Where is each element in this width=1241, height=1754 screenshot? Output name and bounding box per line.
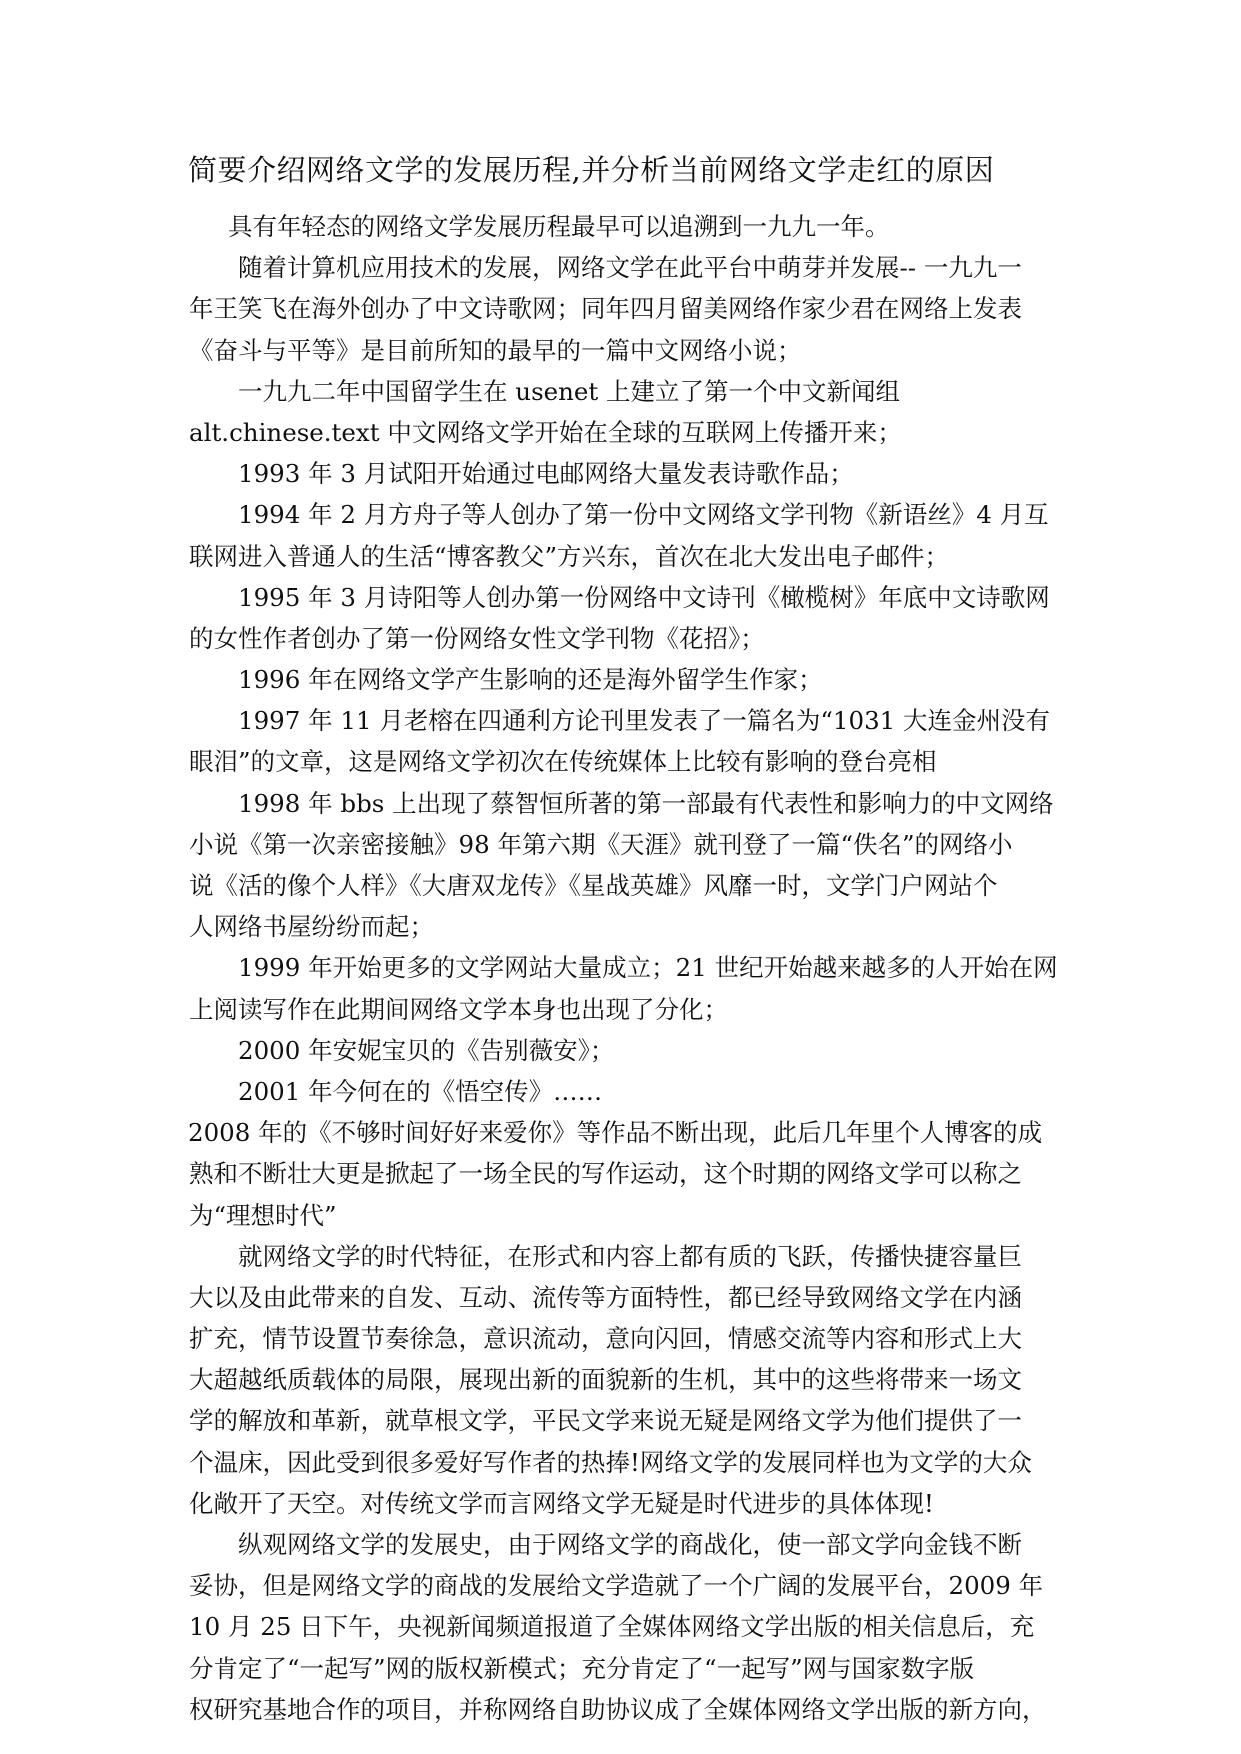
paragraph-line: 的女性作者创办了第一份网络女性文学刊物《花招》； xyxy=(189,623,765,653)
paragraph-line: 大超越纸质载体的局限，展现出新的面貌新的生机，其中的这些将带来一场文 xyxy=(189,1365,1022,1395)
paragraph-line: 扩充，情节设置节奏徐急，意识流动，意向闪回，情感交流等内容和形式上大 xyxy=(189,1324,1022,1354)
paragraph-line: 年王笑飞在海外创办了中文诗歌网；同年四月留美网络作家少君在网络上发表 xyxy=(189,294,1022,324)
paragraph-line: 纵观网络文学的发展史，由于网络文学的商战化，使一部文学向金钱不断 xyxy=(238,1530,1022,1559)
paragraph-line: 权研究基地合作的项目，并称网络自助协议成了全媒体网络文学出版的新方向， xyxy=(189,1694,1047,1724)
paragraph-line: alt.chinese.text 中文网络文学开始在全球的互联网上传播开来； xyxy=(189,417,902,447)
paragraph-line: 一九九二年中国留学生在 usenet 上建立了第一个中文新闻组 xyxy=(238,376,901,406)
paragraph-line: 人网络书屋纷纷而起； xyxy=(189,912,434,942)
paragraph-line: 联网进入普通人的生活“博客教父”方兴东，首次在北大发出电子邮件； xyxy=(189,541,950,571)
paragraph-line: 1997 年 11 月老榕在四通利方论刊里发表了一篇名为“1031 大连金州没有 xyxy=(238,706,1051,736)
paragraph-line: 1999 年开始更多的文学网站大量成立；21 世纪开始越来越多的人开始在网 xyxy=(238,953,1058,983)
document-title: 简要介绍网络文学的发展历程,并分析当前网络文学走红的原因 xyxy=(188,153,995,187)
paragraph-line: 小说《第一次亲密接触》98 年第六期《天涯》就刊登了一篇“佚名”的网络小 xyxy=(189,829,1013,859)
paragraph-line: 1996 年在网络文学产生影响的还是海外留学生作家； xyxy=(238,665,823,695)
paragraph-line: 2008 年的《不够时间好好来爱你》等作品不断出现，此后几年里个人博客的成 xyxy=(188,1118,1043,1148)
paragraph-line: 1998 年 bbs 上出现了蔡智恒所著的第一部最有代表性和影响力的中文网络 xyxy=(238,788,1054,818)
paragraph-line: 个温床，因此受到很多爱好写作者的热捧!网络文学的发展同样也为文学的大众 xyxy=(189,1447,1032,1477)
paragraph-line: 1995 年 3 月诗阳等人创办第一份网络中文诗刊《橄榄树》年底中文诗歌网 xyxy=(238,582,1050,612)
paragraph-line: 学的解放和革新，就草根文学，平民文学来说无疑是网络文学为他们提供了一 xyxy=(189,1406,1022,1436)
paragraph-line: 1993 年 3 月试阳开始通过电邮网络大量发表诗歌作品； xyxy=(238,459,854,489)
paragraph-line: 10 月 25 日下午，央视新闻频道报道了全媒体网络文学出版的相关信息后，充 xyxy=(189,1612,1035,1642)
paragraph-line: 1994 年 2 月方舟子等人创办了第一份中文网络文学刊物《新语丝》4 月互 xyxy=(238,500,1049,530)
document-body xyxy=(188,206,1058,1730)
paragraph-line: 大以及由此带来的自发、互动、流传等方面特性，都已经导致网络文学在内涵 xyxy=(189,1282,1022,1312)
paragraph-line: 化敞开了天空。对传统文学而言网络文学无疑是时代进步的具体体现! xyxy=(189,1488,934,1518)
paragraph-line: 随着计算机应用技术的发展，网络文学在此平台中萌芽并发展-- 一九九一 xyxy=(238,253,1022,283)
paragraph-line: 熟和不断壮大更是掀起了一场全民的写作运动，这个时期的网络文学可以称之 xyxy=(189,1159,1022,1189)
paragraph-line: 说《活的像个人样》《大唐双龙传》《星战英雄》风靡一时，文学门户网站个 xyxy=(189,871,998,900)
paragraph-line: 就网络文学的时代特征，在形式和内容上都有质的飞跃，传播快捷容量巨 xyxy=(238,1241,1022,1271)
paragraph-line: 妥协，但是网络文学的商战的发展给文学造就了一个广阔的发展平台，2009 年 xyxy=(189,1571,1044,1601)
paragraph-line: 具有年轻态的网络文学发展历程最早可以追溯到一九九一年。 xyxy=(228,212,890,241)
paragraph-line: 《奋斗与平等》是目前所知的最早的一篇中文网络小说； xyxy=(189,335,802,365)
paragraph-line: 上阅读写作在此期间网络文学本身也出现了分化； xyxy=(189,994,728,1024)
paragraph-line: 2000 年安妮宝贝的《告别薇安》； xyxy=(238,1035,615,1065)
paragraph-line: 为“理想时代” xyxy=(189,1200,337,1230)
paragraph-line: 分肯定了“一起写”网的版权新模式；充分肯定了“一起写”网与国家数字版 xyxy=(189,1653,975,1683)
paragraph-line: 眼泪”的文章，这是网络文学初次在传统媒体上比较有影响的登台亮相 xyxy=(189,747,937,777)
paragraph-line: 2001 年今何在的《悟空传》…… xyxy=(238,1076,603,1106)
